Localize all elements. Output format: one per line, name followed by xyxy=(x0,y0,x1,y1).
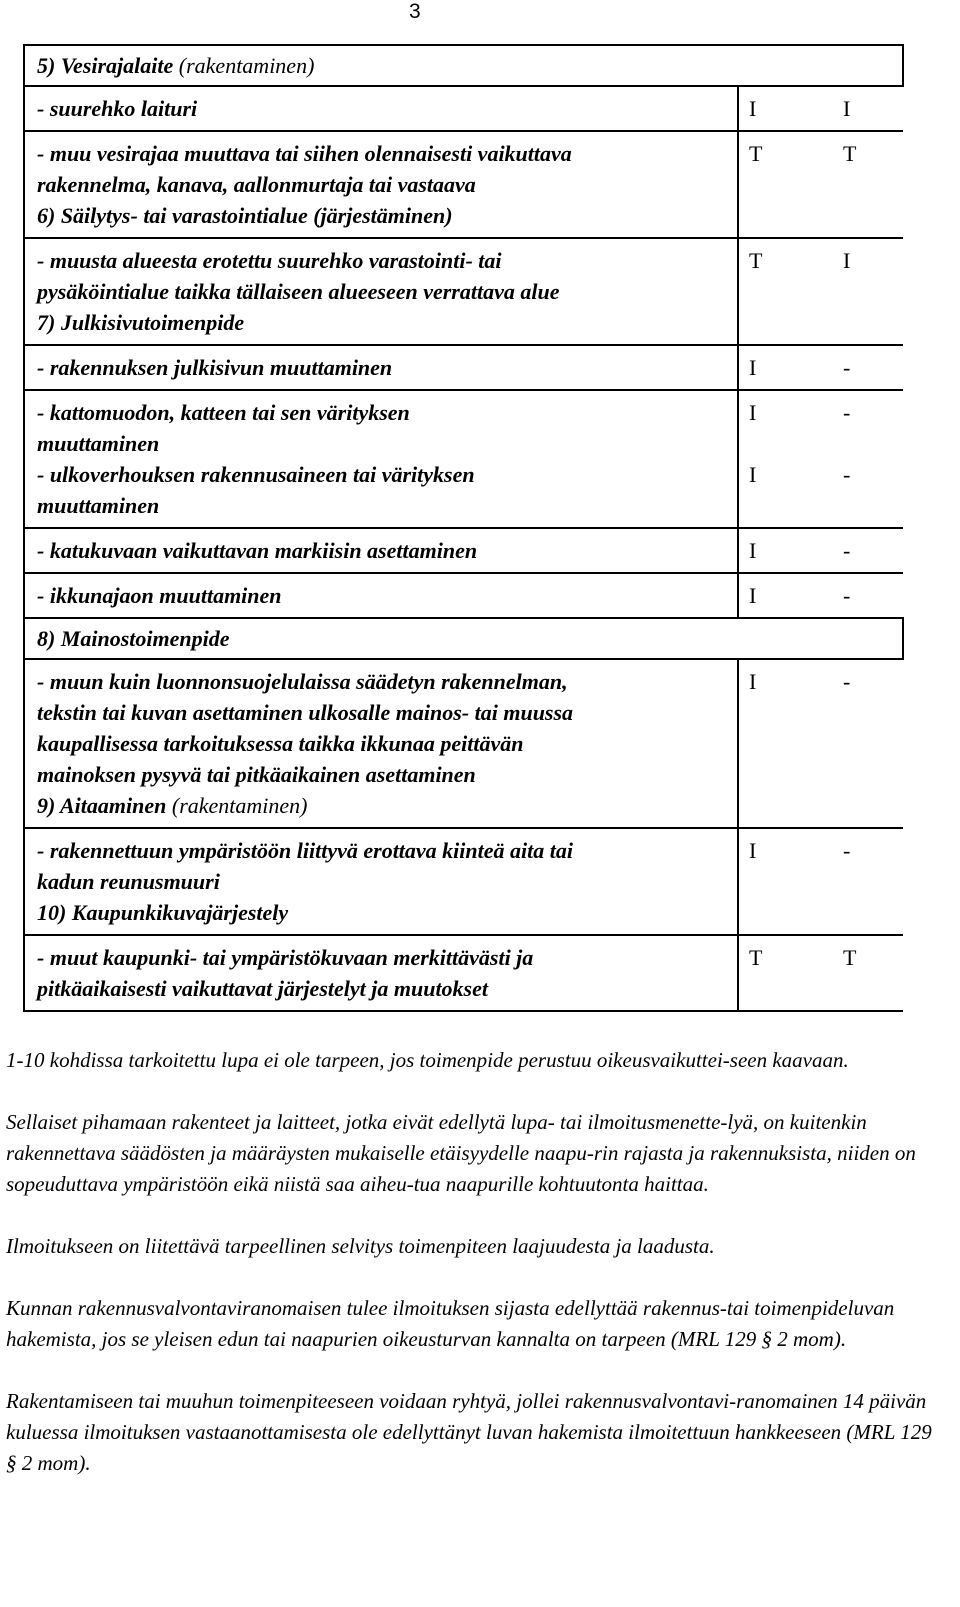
item-description xyxy=(24,659,738,828)
table-row xyxy=(24,618,903,659)
section-heading xyxy=(37,790,727,821)
permit-code: T xyxy=(749,945,763,970)
permit-code: I xyxy=(749,96,757,121)
item-description xyxy=(24,390,738,528)
description-line: 10) Kaupunkikuvajärjestely xyxy=(37,900,289,925)
description-line: - katukuvaan vaikuttavan markiisin asettaminen xyxy=(37,538,478,563)
permit-code: I xyxy=(749,838,757,863)
item-description xyxy=(24,131,738,238)
permit-code: - xyxy=(843,355,851,380)
permit-code: T xyxy=(843,141,857,166)
description-line: 7) Julkisivutoimenpide xyxy=(37,310,245,335)
description-line: pitkäaikaisesti vaikuttavat järjestelyt ja muutokset xyxy=(37,976,488,1001)
table-row xyxy=(24,935,903,1011)
permit-code: I xyxy=(843,96,851,121)
description-line: 6) Säilytys- tai varastointialue (järjestäminen) xyxy=(37,203,453,228)
note-paragraph: Kunnan rakennusvalvontaviranomaisen tulee ilmoituksen sijasta edellyttää rakennus-tai toimenpideluvan hakemista, jos se yleisen edun tai naapurien oikeusturvan kannalta on tarpeen (MRL 129 § 2 mom). xyxy=(6,1296,895,1351)
permit-code: I xyxy=(749,669,757,694)
description-line: kaupallisessa tarkoituksessa taikka ikkunaa peittävän xyxy=(37,731,524,756)
permit-code: I xyxy=(749,400,757,425)
table-row xyxy=(24,86,903,131)
description-line: - muun kuin luonnonsuojelulaissa säädetyn rakennelman, xyxy=(37,669,568,694)
description-line: kadun reunusmuuri xyxy=(37,869,220,894)
table-row xyxy=(24,659,903,828)
description-line: tekstin tai kuvan asettaminen ulkosalle mainos- tai muussa xyxy=(37,700,574,725)
permit-code: - xyxy=(843,838,851,863)
table-row xyxy=(24,345,903,390)
permit-code: - xyxy=(843,669,851,694)
section-note: (rakentaminen) xyxy=(166,793,308,818)
permit-code: - xyxy=(843,400,851,425)
permit-values xyxy=(738,390,903,528)
permit-code: T xyxy=(749,248,763,273)
permit-code: I xyxy=(749,462,757,487)
table-row xyxy=(24,828,903,935)
permit-table xyxy=(23,44,904,1012)
description-line: - kattomuodon, katteen tai sen värityksen xyxy=(37,400,410,425)
table-row xyxy=(24,528,903,573)
item-description xyxy=(24,528,738,573)
item-description xyxy=(24,828,738,935)
item-description xyxy=(24,573,738,618)
table-row xyxy=(24,45,903,86)
permit-code: T xyxy=(749,141,763,166)
description-line: muuttaminen xyxy=(37,493,160,518)
permit-values xyxy=(738,86,903,131)
note-paragraph: Sellaiset pihamaan rakenteet ja laitteet, jotka eivät edellytä lupa- tai ilmoitusmenette-lyä, on kuitenkin rakennettava säädösten ja määräysten mukaiselle etäisyydelle naapu-rin rajasta ja rakennuksista, niiden on sopeuduttava ympäristöön eikä niistä saa aiheu-tua naapurille kohtuutonta haittaa. xyxy=(6,1110,916,1196)
permit-code: - xyxy=(843,583,851,608)
item-description xyxy=(24,86,738,131)
description-line: rakennelma, kanava, aallonmurtaja tai vastaava xyxy=(37,172,476,197)
description-line: - muut kaupunki- tai ympäristökuvaan merkittävästi ja xyxy=(37,945,534,970)
section-heading xyxy=(24,45,903,86)
section-title: 8) Mainostoimenpide xyxy=(37,626,230,651)
table-row xyxy=(24,390,903,528)
table-row xyxy=(24,238,903,345)
permit-code: I xyxy=(843,248,851,273)
description-line: mainoksen pysyvä tai pitkäaikainen asettaminen xyxy=(37,762,476,787)
table-row xyxy=(24,131,903,238)
permit-values xyxy=(738,828,903,935)
description-line: - muu vesirajaa muuttava tai siihen olennaisesti vaikuttava xyxy=(37,141,572,166)
table-row xyxy=(24,573,903,618)
description-line: - ikkunajaon muuttaminen xyxy=(37,583,282,608)
section-title: 5) Vesirajalaite xyxy=(37,53,174,78)
item-description xyxy=(24,345,738,390)
permit-values xyxy=(738,528,903,573)
item-description xyxy=(24,238,738,345)
permit-values xyxy=(738,573,903,618)
permit-code: T xyxy=(843,945,857,970)
permit-code: - xyxy=(843,538,851,563)
permit-values xyxy=(738,238,903,345)
notes-section xyxy=(6,1045,942,1510)
permit-values xyxy=(738,659,903,828)
note-paragraph: 1-10 kohdissa tarkoitettu lupa ei ole tarpeen, jos toimenpide perustuu oikeusvaikuttei-seen kaavaan. xyxy=(6,1048,849,1072)
permit-code: - xyxy=(843,462,851,487)
page-number: 3 xyxy=(409,0,421,23)
permit-code: I xyxy=(749,583,757,608)
description-line: - muusta alueesta erotettu suurehko varastointi- tai xyxy=(37,248,502,273)
note-paragraph: Rakentamiseen tai muuhun toimenpiteeseen voidaan ryhtyä, jollei rakennusvalvontavi-ranomainen 14 päivän kuluessa ilmoituksen vastaanottamisesta ole edellyttänyt luvan hakemista ilmoitettuun hankkeeseen (MRL 129 § 2 mom). xyxy=(6,1389,932,1475)
description-line: - rakennettuun ympäristöön liittyvä erottava kiinteä aita tai xyxy=(37,838,573,863)
description-line: muuttaminen xyxy=(37,431,160,456)
permit-values xyxy=(738,935,903,1011)
section-title: 9) Aitaaminen xyxy=(37,793,167,818)
permit-code: I xyxy=(749,538,757,563)
item-description xyxy=(24,935,738,1011)
description-line: - suurehko laituri xyxy=(37,96,198,121)
description-line: pysäköintialue taikka tällaiseen alueeseen verrattava alue xyxy=(37,279,560,304)
permit-code: I xyxy=(749,355,757,380)
permit-values xyxy=(738,345,903,390)
note-paragraph: Ilmoitukseen on liitettävä tarpeellinen selvitys toimenpiteen laajuudesta ja laadusta. xyxy=(6,1234,715,1258)
section-heading xyxy=(24,618,903,659)
description-line: - rakennuksen julkisivun muuttaminen xyxy=(37,355,393,380)
section-note: (rakentaminen) xyxy=(173,53,315,78)
description-line: - ulkoverhouksen rakennusaineen tai värityksen xyxy=(37,462,475,487)
permit-values xyxy=(738,131,903,238)
